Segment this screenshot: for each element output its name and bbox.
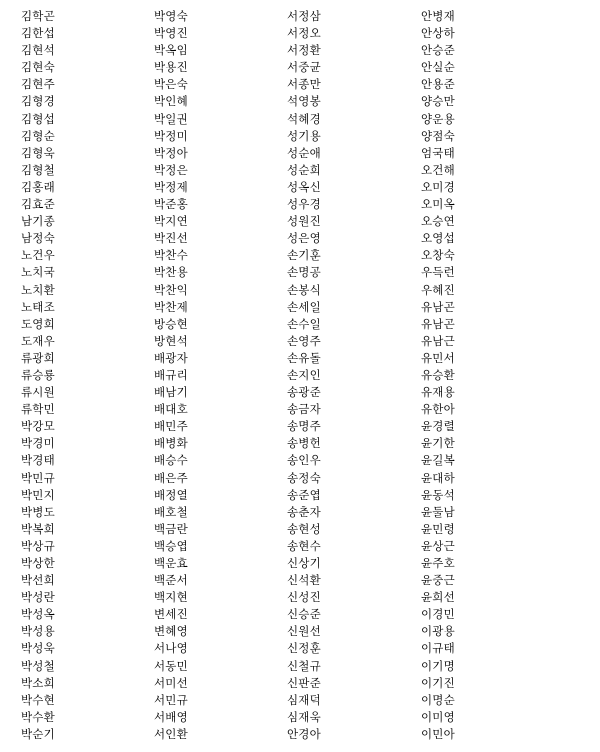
name-entry: 이기명 xyxy=(421,658,455,673)
name-entry: 박영숙 xyxy=(154,9,188,23)
name-entry: 유한아 xyxy=(421,402,455,417)
name-entry: 김학곤 xyxy=(21,9,55,23)
name-entry: 윤동석 xyxy=(421,487,455,502)
name-entry: 성은영 xyxy=(287,231,321,246)
name-entry: 박성옥 xyxy=(21,607,55,622)
name-entry: 손영주 xyxy=(287,333,321,348)
name-entry: 손세일 xyxy=(287,299,321,314)
name-entry: 김형욱 xyxy=(21,145,55,160)
name-entry: 이미영 xyxy=(421,709,455,724)
name-entry: 김현주 xyxy=(21,77,55,92)
name-entry: 유재용 xyxy=(421,385,455,400)
name-entry: 안용준 xyxy=(421,77,455,92)
name-entry: 김형철 xyxy=(21,162,55,177)
name-entry: 노태조 xyxy=(21,299,55,314)
name-column-2 xyxy=(154,8,264,743)
name-entry: 백준서 xyxy=(154,573,188,588)
name-entry: 오건해 xyxy=(421,162,455,177)
name-entry: 박순기 xyxy=(21,726,55,741)
name-entry: 오미옥 xyxy=(421,197,455,212)
name-entry: 백승엽 xyxy=(154,538,188,553)
name-entry: 박정아 xyxy=(154,145,188,160)
name-entry: 박정은 xyxy=(154,162,188,177)
name-entry: 송현수 xyxy=(287,538,321,553)
name-entry: 오미경 xyxy=(421,179,455,194)
name-entry: 송현성 xyxy=(287,521,321,536)
name-entry: 변세진 xyxy=(154,607,188,622)
name-entry: 류광희 xyxy=(21,350,55,365)
name-entry: 유남곤 xyxy=(421,299,455,314)
name-entry: 박선희 xyxy=(21,573,55,588)
name-entry: 유남근 xyxy=(421,333,455,348)
name-entry: 송인우 xyxy=(287,453,321,468)
name-entry: 송금자 xyxy=(287,402,321,417)
name-entry: 양점숙 xyxy=(421,128,455,143)
name-entry: 박소희 xyxy=(21,675,55,690)
name-entry: 류학민 xyxy=(21,402,55,417)
name-entry: 박옥임 xyxy=(154,43,188,58)
name-entry: 박상규 xyxy=(21,538,55,553)
name-entry: 서종만 xyxy=(287,77,321,92)
name-entry: 박찬용 xyxy=(154,265,188,280)
name-entry: 성순희 xyxy=(287,162,321,177)
name-entry: 성기용 xyxy=(287,128,321,143)
name-entry: 박준홍 xyxy=(154,197,188,212)
name-entry: 박수환 xyxy=(21,709,55,724)
name-entry: 유민서 xyxy=(421,350,455,365)
name-entry: 김현숙 xyxy=(21,60,55,75)
name-column-3 xyxy=(287,8,397,743)
name-entry: 배남기 xyxy=(154,385,188,400)
name-entry: 엄국태 xyxy=(421,145,455,160)
name-entry: 윤길복 xyxy=(421,453,455,468)
name-entry: 박은숙 xyxy=(154,77,188,92)
name-entry: 송정숙 xyxy=(287,470,321,485)
name-entry: 박인혜 xyxy=(154,94,188,109)
name-entry: 김형순 xyxy=(21,128,55,143)
name-entry: 서정환 xyxy=(287,43,321,58)
name-entry: 심재덕 xyxy=(287,692,321,707)
name-entry: 박지연 xyxy=(154,214,188,229)
name-entry: 박복희 xyxy=(21,521,55,536)
name-entry: 이광용 xyxy=(421,624,455,639)
name-entry: 손명공 xyxy=(287,265,321,280)
name-entry: 오영섭 xyxy=(421,231,455,246)
name-entry: 오창숙 xyxy=(421,248,455,263)
name-entry: 서동민 xyxy=(154,658,188,673)
name-entry: 윤상근 xyxy=(421,538,455,553)
name-entry: 박찬수 xyxy=(154,248,188,263)
name-entry: 송준엽 xyxy=(287,487,321,502)
name-entry: 윤중근 xyxy=(421,573,455,588)
name-entry: 윤둘남 xyxy=(421,504,455,519)
name-entry: 박수현 xyxy=(21,692,55,707)
name-entry: 박용진 xyxy=(154,60,188,75)
name-entry: 도재우 xyxy=(21,333,55,348)
name-entry: 안상하 xyxy=(421,26,455,41)
name-entry: 배은주 xyxy=(154,470,188,485)
name-entry: 배대호 xyxy=(154,402,188,417)
name-entry: 남기종 xyxy=(21,214,55,229)
name-entry: 윤주호 xyxy=(421,556,455,570)
name-entry: 신원선 xyxy=(287,624,321,639)
name-entry: 이규태 xyxy=(421,641,455,656)
name-entry: 박성욱 xyxy=(21,641,55,656)
name-entry: 박민규 xyxy=(21,470,55,485)
name-entry: 석혜경 xyxy=(287,111,321,126)
name-entry: 변혜영 xyxy=(154,624,188,639)
name-entry: 안승준 xyxy=(421,43,455,58)
name-entry: 양승만 xyxy=(421,94,455,109)
name-entry: 백금란 xyxy=(154,521,188,536)
name-entry: 박경태 xyxy=(21,453,55,468)
name-entry: 윤대하 xyxy=(421,470,455,485)
name-entry: 이명순 xyxy=(421,692,455,707)
name-entry: 안실순 xyxy=(421,60,455,75)
name-entry: 배규리 xyxy=(154,367,188,382)
name-entry: 성원진 xyxy=(287,214,321,229)
name-entry: 윤희선 xyxy=(421,590,455,605)
name-entry: 손봉식 xyxy=(287,282,321,297)
name-entry: 서중균 xyxy=(287,60,321,75)
name-entry: 우혜진 xyxy=(421,282,455,297)
name-entry: 성우경 xyxy=(287,197,321,212)
name-entry: 서정오 xyxy=(287,26,321,41)
name-entry: 송춘자 xyxy=(287,504,321,519)
name-entry: 박찬익 xyxy=(154,282,188,297)
name-entry: 송명주 xyxy=(287,419,321,434)
name-entry: 박성철 xyxy=(21,658,55,673)
name-entry: 서나영 xyxy=(154,641,188,656)
name-entry: 박경미 xyxy=(21,436,55,451)
name-entry: 김형경 xyxy=(21,94,55,109)
name-entry: 성옥신 xyxy=(287,179,321,194)
name-entry: 박성용 xyxy=(21,624,55,639)
name-entry: 우득런 xyxy=(421,265,455,280)
name-entry: 신판준 xyxy=(287,675,321,690)
name-entry: 박일권 xyxy=(154,111,188,126)
name-entry: 배승수 xyxy=(154,453,188,468)
name-entry: 박찬제 xyxy=(154,299,188,314)
name-entry: 유남곤 xyxy=(421,316,455,331)
name-entry: 백운효 xyxy=(154,556,188,570)
name-entry: 양운용 xyxy=(421,111,455,126)
name-entry: 손유돌 xyxy=(287,350,321,365)
name-entry: 송병헌 xyxy=(287,436,321,451)
name-entry: 배민주 xyxy=(154,419,188,434)
name-entry: 신상기 xyxy=(287,556,321,570)
name-entry: 박성란 xyxy=(21,590,55,605)
name-entry: 신석환 xyxy=(287,573,321,588)
name-entry: 서배영 xyxy=(154,709,188,724)
name-entry: 노치환 xyxy=(21,282,55,297)
name-column-4 xyxy=(421,8,531,743)
name-entry: 신철규 xyxy=(287,658,321,673)
name-entry: 방현석 xyxy=(154,333,188,348)
name-entry: 서인환 xyxy=(154,726,188,741)
name-entry: 안경아 xyxy=(287,726,321,741)
name-entry: 방승현 xyxy=(154,316,188,331)
name-entry: 윤기한 xyxy=(421,436,455,451)
name-entry: 이민아 xyxy=(421,726,455,741)
name-entry: 서정삼 xyxy=(287,9,321,23)
name-entry: 이기진 xyxy=(421,675,455,690)
name-entry: 배호철 xyxy=(154,504,188,519)
name-entry: 배정열 xyxy=(154,487,188,502)
name-entry: 노건우 xyxy=(21,248,55,263)
name-entry: 박상한 xyxy=(21,556,55,570)
name-entry: 박강모 xyxy=(21,419,55,434)
name-entry: 김현석 xyxy=(21,43,55,58)
name-entry: 노치국 xyxy=(21,265,55,280)
name-entry: 윤민령 xyxy=(421,521,455,536)
name-entry: 박진선 xyxy=(154,231,188,246)
name-entry: 김홍래 xyxy=(21,179,55,194)
name-entry: 서민규 xyxy=(154,692,188,707)
name-entry: 석영봉 xyxy=(287,94,321,109)
name-entry: 이경민 xyxy=(421,607,455,622)
name-entry: 신승준 xyxy=(287,607,321,622)
name-entry: 손지인 xyxy=(287,367,321,382)
name-entry: 배광자 xyxy=(154,350,188,365)
name-entry: 박민지 xyxy=(21,487,55,502)
name-entry: 손기훈 xyxy=(287,248,321,263)
name-entry: 성순애 xyxy=(287,145,321,160)
name-entry: 류승룡 xyxy=(21,367,55,382)
name-entry: 안병재 xyxy=(421,9,455,23)
name-entry: 김형섭 xyxy=(21,111,55,126)
name-entry: 남정숙 xyxy=(21,231,55,246)
name-entry: 박영진 xyxy=(154,26,188,41)
name-entry: 손수일 xyxy=(287,316,321,331)
name-entry: 오승연 xyxy=(421,214,455,229)
name-entry: 서미선 xyxy=(154,675,188,690)
name-entry: 배병화 xyxy=(154,436,188,451)
name-entry: 도영희 xyxy=(21,316,55,331)
name-entry: 김효준 xyxy=(21,197,55,212)
name-entry: 신성진 xyxy=(287,590,321,605)
name-entry: 박정제 xyxy=(154,179,188,194)
name-entry: 유승환 xyxy=(421,367,455,382)
name-entry: 심재욱 xyxy=(287,709,321,724)
name-entry: 백지현 xyxy=(154,590,188,605)
name-entry: 박정미 xyxy=(154,128,188,143)
name-entry: 류시원 xyxy=(21,385,55,400)
name-entry: 신정훈 xyxy=(287,641,321,656)
name-entry: 송광준 xyxy=(287,385,321,400)
name-entry: 윤경렬 xyxy=(421,419,455,434)
name-entry: 박병도 xyxy=(21,504,55,519)
name-column-1 xyxy=(21,8,131,743)
name-entry: 김한섭 xyxy=(21,26,55,41)
